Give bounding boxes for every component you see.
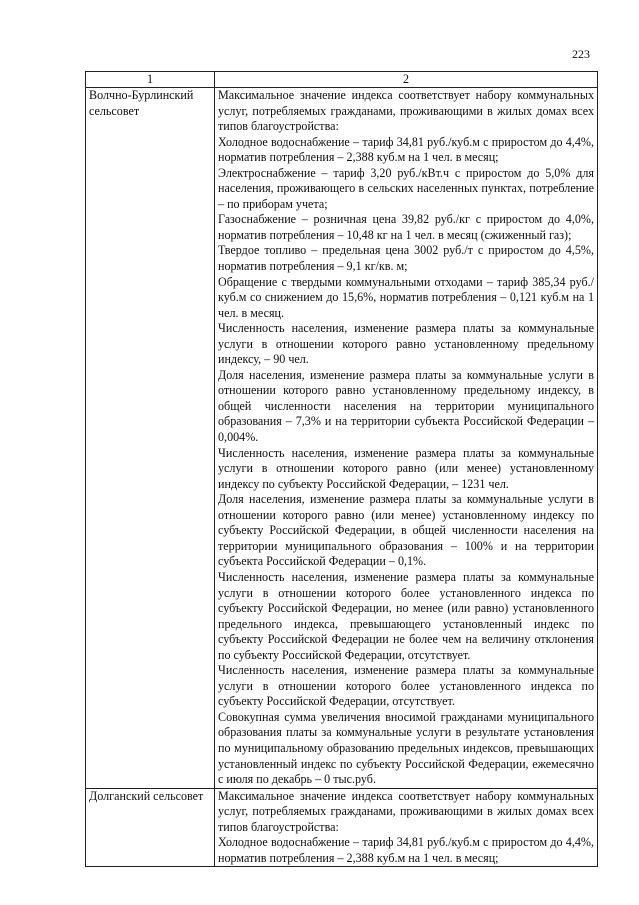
paragraph: Численность населения, изменение размера платы за коммунальные услуги в отношении которого равно установленному предельному индексу, – 90 чел. — [218, 321, 594, 367]
paragraph: Численность населения, изменение размера платы за коммунальные услуги в отношении которого равно (или менее) установленному индексу по субъекту Российской Федерации, – 1231 чел. — [218, 445, 594, 491]
paragraph: Максимальное значение индекса соответствует набору коммунальных услуг, потребляемых гражданами, проживающими в жилых домах всех типов благоустройства: — [218, 88, 594, 134]
table-row — [86, 88, 598, 789]
paragraph: Численность населения, изменение размера платы за коммунальные услуги в отношении которого более установленного индекса по субъекту Российской Федерации, отсутствует. — [218, 663, 594, 709]
paragraph: Максимальное значение индекса соответствует набору коммунальных услуг, потребляемых гражданами, проживающими в жилых домах всех типов благоустройства: — [218, 788, 594, 834]
paragraph: Совокупная сумма увеличения вносимой гражданами муниципального образования платы за коммунальные услуги в результате установления по муниципальному образованию предельных индексов, превышающих установленный индекс по субъекту Российской Федерации, ежемесячно с июля по декабрь – 0 тыс.руб. — [218, 709, 594, 787]
municipality-name: Долганский сельсовет — [86, 788, 215, 867]
paragraph: Электроснабжение – тариф 3,20 руб./кВт.ч с приростом до 5,0% для населения, проживающего в сельских населенных пунктах, потребление – по приборам учета; — [218, 165, 594, 211]
municipality-name: Волчно-Бурлинский сельсовет — [86, 88, 215, 789]
column-header-2: 2 — [215, 72, 598, 88]
table-row — [86, 788, 598, 867]
paragraph: Доля населения, изменение размера платы за коммунальные услуги в отношении которого равно установленному предельному индексу, в общей численности населения на территории муниципального образования – 7,3% и на территории субъекта Российской Федерации – 0,004%. — [218, 367, 594, 445]
paragraph: Доля населения, изменение размера платы за коммунальные услуги в отношении которого равно (или менее) установленному индексу по субъекту Российской Федерации, в общей численности населения на территории муниципального образования – 100% и на территории субъекта Российской Федерации – 0,1%. — [218, 492, 594, 569]
document-table — [85, 71, 598, 867]
paragraph: Твердое топливо – предельная цена 3002 руб./т с приростом до 4,5%, норматив потребления – 9,1 кг/кв. м; — [218, 243, 594, 274]
table-header-row — [86, 72, 598, 88]
paragraph: Обращение с твердыми коммунальными отходами – тариф 385,34 руб./куб.м со снижением до 15,6%, норматив потребления – 0,121 куб.м на 1 чел. в месяц. — [218, 274, 594, 320]
paragraph: Газоснабжение – розничная цена 39,82 руб./кг с приростом до 4,0%, норматив потребления – 10,48 кг на 1 чел. в месяц (сжиженный газ); — [218, 212, 594, 242]
paragraph: Численность населения, изменение размера платы за коммунальные услуги в отношении которого более установленного индекса по субъекту Российской Федерации, но менее (или равно) установленного предельного индекса, превышающего установленный индекс по субъекту Российской Федерации не более чем на величину отклонения по субъекту Российской Федерации, отсутствует. — [218, 569, 594, 662]
page-number: 223 — [572, 47, 590, 61]
paragraph: Холодное водоснабжение – тариф 34,81 руб./куб.м с приростом до 4,4%, норматив потребления – 2,388 куб.м на 1 чел. в месяц; — [218, 835, 594, 865]
municipality-description — [215, 788, 598, 867]
municipality-description — [215, 88, 598, 789]
paragraph: Холодное водоснабжение – тариф 34,81 руб./куб.м с приростом до 4,4%, норматив потребления – 2,388 куб.м на 1 чел. в месяц; — [218, 134, 594, 165]
column-header-1: 1 — [86, 72, 215, 88]
